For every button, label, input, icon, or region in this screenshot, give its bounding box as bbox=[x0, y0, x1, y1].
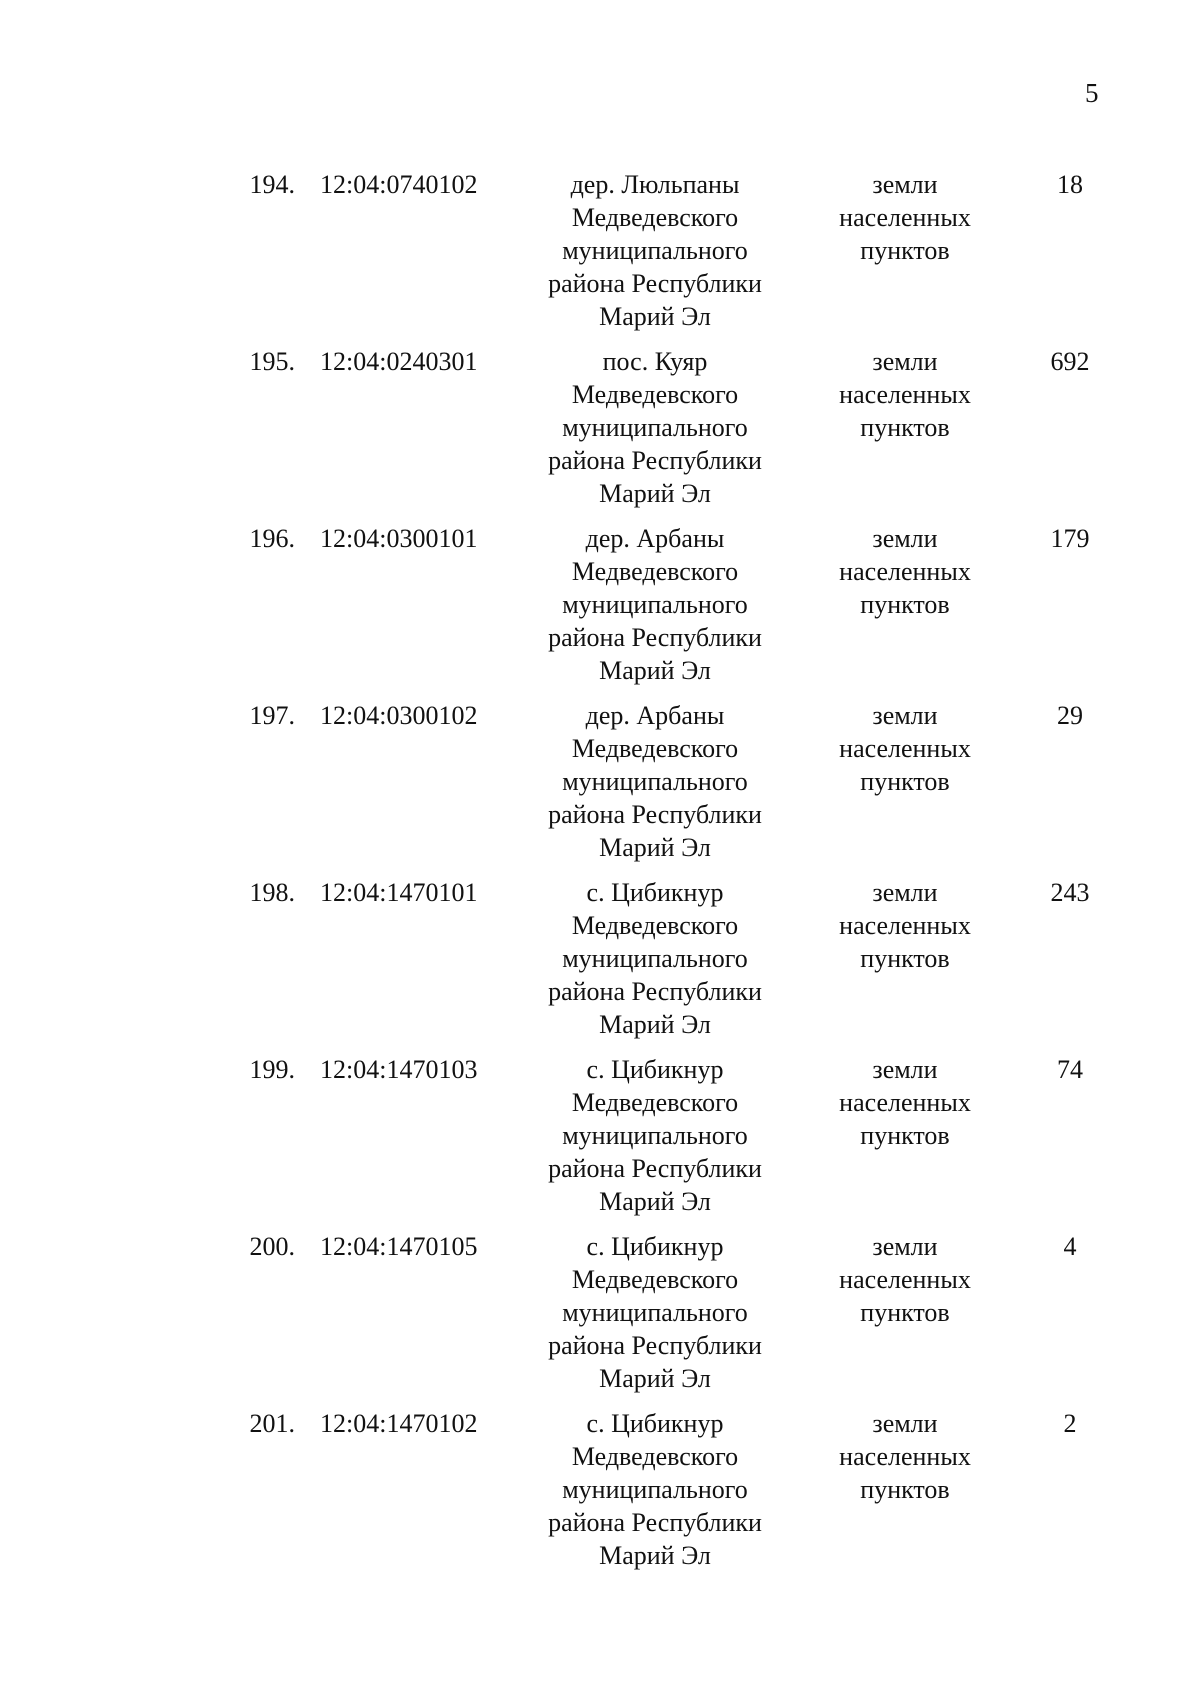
cadastral-number: 12:04:1470101 bbox=[320, 878, 478, 907]
location-line: муниципального bbox=[562, 590, 748, 619]
category-line: населенных bbox=[839, 1442, 971, 1471]
location-line: муниципального bbox=[562, 236, 748, 265]
location bbox=[525, 876, 785, 1041]
location-line: Медведевского bbox=[571, 203, 739, 232]
category-line: земли bbox=[872, 347, 938, 376]
category-line: пунктов bbox=[860, 590, 950, 619]
category-line: населенных bbox=[839, 911, 971, 940]
location bbox=[525, 522, 785, 687]
location-line: с. Цибикнур bbox=[586, 1055, 724, 1084]
location-line: района Республики bbox=[548, 1331, 762, 1360]
cadastral-number: 12:04:1470102 bbox=[320, 1409, 478, 1438]
location-line: района Республики bbox=[548, 1508, 762, 1537]
category-line: населенных bbox=[839, 380, 971, 409]
row-number: 199. bbox=[249, 1055, 295, 1084]
location-line: Марий Эл bbox=[599, 833, 711, 862]
land-category bbox=[820, 699, 990, 798]
table-row bbox=[0, 1053, 1200, 1230]
category-line: населенных bbox=[839, 1088, 971, 1117]
land-category bbox=[820, 1407, 990, 1506]
location-line: Медведевского bbox=[571, 1265, 739, 1294]
location-line: района Республики bbox=[548, 269, 762, 298]
table-row bbox=[0, 168, 1200, 345]
category-line: земли bbox=[872, 1055, 938, 1084]
table-row bbox=[0, 1407, 1200, 1584]
category-line: земли bbox=[872, 524, 938, 553]
location-line: Медведевского bbox=[571, 557, 739, 586]
location-line: муниципального bbox=[562, 1121, 748, 1150]
location bbox=[525, 699, 785, 864]
land-category bbox=[820, 1053, 990, 1152]
land-plot-table bbox=[0, 168, 1200, 1584]
location-line: дер. Арбаны bbox=[585, 524, 725, 553]
location-line: района Республики bbox=[548, 446, 762, 475]
row-number: 196. bbox=[249, 524, 295, 553]
row-number: 198. bbox=[249, 878, 295, 907]
cadastral-number: 12:04:1470105 bbox=[320, 1232, 478, 1261]
row-number: 197. bbox=[249, 701, 295, 730]
location-line: с. Цибикнур bbox=[586, 1409, 724, 1438]
location-line: Марий Эл bbox=[599, 1541, 711, 1570]
location-line: района Республики bbox=[548, 977, 762, 1006]
area-value: 2 bbox=[1063, 1409, 1077, 1438]
location-line: Медведевского bbox=[571, 911, 739, 940]
location bbox=[525, 1230, 785, 1395]
location-line: с. Цибикнур bbox=[586, 1232, 724, 1261]
location-line: Марий Эл bbox=[599, 302, 711, 331]
category-line: земли bbox=[872, 1232, 938, 1261]
category-line: населенных bbox=[839, 1265, 971, 1294]
category-line: земли bbox=[872, 1409, 938, 1438]
cadastral-number: 12:04:0300102 bbox=[320, 701, 478, 730]
location-line: Марий Эл bbox=[599, 1187, 711, 1216]
row-number: 194. bbox=[249, 170, 295, 199]
location-line: Медведевского bbox=[571, 1442, 739, 1471]
location-line: района Республики bbox=[548, 1154, 762, 1183]
location bbox=[525, 168, 785, 333]
location-line: Медведевского bbox=[571, 1088, 739, 1117]
location-line: Марий Эл bbox=[599, 479, 711, 508]
land-category bbox=[820, 1230, 990, 1329]
area-value: 179 bbox=[1050, 524, 1090, 553]
area-value: 243 bbox=[1050, 878, 1090, 907]
area-value: 29 bbox=[1057, 701, 1083, 730]
location-line: с. Цибикнур bbox=[586, 878, 724, 907]
category-line: пунктов bbox=[860, 236, 950, 265]
location-line: муниципального bbox=[562, 1298, 748, 1327]
location bbox=[525, 1053, 785, 1218]
land-category bbox=[820, 168, 990, 267]
location-line: района Республики bbox=[548, 623, 762, 652]
cadastral-number: 12:04:0300101 bbox=[320, 524, 478, 553]
area-value: 4 bbox=[1063, 1232, 1077, 1261]
location-line: Медведевского bbox=[571, 380, 739, 409]
row-number: 201. bbox=[249, 1409, 295, 1438]
cadastral-number: 12:04:0240301 bbox=[320, 347, 478, 376]
location-line: муниципального bbox=[562, 413, 748, 442]
area-value: 692 bbox=[1050, 347, 1090, 376]
location-line: муниципального bbox=[562, 944, 748, 973]
category-line: земли bbox=[872, 878, 938, 907]
table-row bbox=[0, 699, 1200, 876]
location-line: муниципального bbox=[562, 1475, 748, 1504]
category-line: пунктов bbox=[860, 413, 950, 442]
category-line: пунктов bbox=[860, 1298, 950, 1327]
location-line: пос. Куяр bbox=[602, 347, 708, 376]
cadastral-number: 12:04:1470103 bbox=[320, 1055, 478, 1084]
location-line: района Республики bbox=[548, 800, 762, 829]
table-row bbox=[0, 1230, 1200, 1407]
location bbox=[525, 345, 785, 510]
row-number: 195. bbox=[249, 347, 295, 376]
cadastral-number: 12:04:0740102 bbox=[320, 170, 478, 199]
land-category bbox=[820, 876, 990, 975]
location-line: дер. Арбаны bbox=[585, 701, 725, 730]
table-row bbox=[0, 522, 1200, 699]
location-line: муниципального bbox=[562, 767, 748, 796]
land-category bbox=[820, 522, 990, 621]
location-line: Марий Эл bbox=[599, 656, 711, 685]
category-line: населенных bbox=[839, 734, 971, 763]
table-row bbox=[0, 876, 1200, 1053]
category-line: населенных bbox=[839, 203, 971, 232]
page-number: 5 bbox=[1085, 78, 1099, 108]
location-line: Марий Эл bbox=[599, 1364, 711, 1393]
location bbox=[525, 1407, 785, 1572]
category-line: пунктов bbox=[860, 1475, 950, 1504]
category-line: населенных bbox=[839, 557, 971, 586]
category-line: пунктов bbox=[860, 767, 950, 796]
location-line: дер. Люльпаны bbox=[570, 170, 740, 199]
category-line: пунктов bbox=[860, 944, 950, 973]
area-value: 18 bbox=[1057, 170, 1083, 199]
row-number: 200. bbox=[249, 1232, 295, 1261]
category-line: пунктов bbox=[860, 1121, 950, 1150]
category-line: земли bbox=[872, 170, 938, 199]
area-value: 74 bbox=[1057, 1055, 1083, 1084]
location-line: Марий Эл bbox=[599, 1010, 711, 1039]
category-line: земли bbox=[872, 701, 938, 730]
table-row bbox=[0, 345, 1200, 522]
land-category bbox=[820, 345, 990, 444]
location-line: Медведевского bbox=[571, 734, 739, 763]
